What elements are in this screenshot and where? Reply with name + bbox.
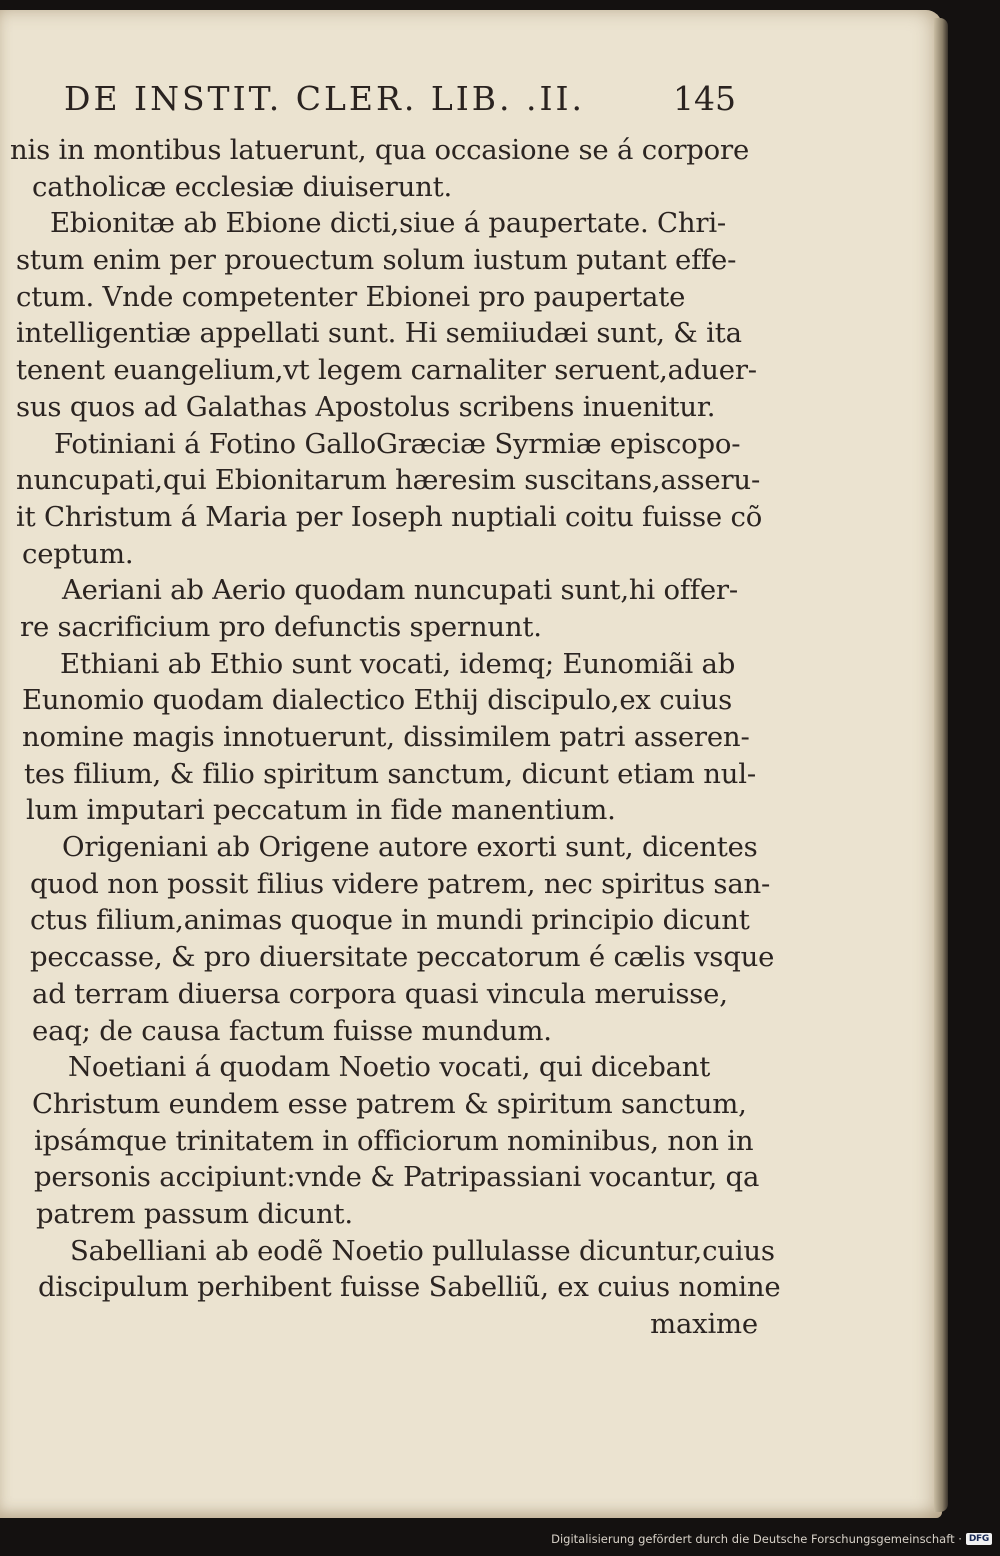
- running-title: DE INSTIT. CLER. LIB. .II.: [64, 79, 586, 118]
- text-line: peccasse, & pro diuersitate peccatorum é cælis vsque: [30, 941, 775, 974]
- text-line: Sabelliani ab eodẽ Noetio pullulasse dicuntur,cuius: [70, 1234, 775, 1267]
- text-line: ceptum.: [22, 537, 134, 570]
- footer-credit: Digitalisierung gefördert durch die Deutsche Forschungsgemeinschaft ·: [551, 1532, 962, 1546]
- text-line: tes filium, & filio spiritum sanctum, dicunt etiam nul-: [24, 757, 756, 790]
- text-line: Origeniani ab Origene autore exorti sunt, dicentes: [62, 831, 758, 864]
- text-line: ipsámque trinitatem in officiorum nominibus, non in: [34, 1124, 754, 1157]
- digitization-footer: [551, 1528, 992, 1550]
- text-line: ctus filium,animas quoque in mundi principio dicunt: [30, 904, 750, 937]
- text-line: Fotiniani á Fotino GalloGræciæ Syrmiæ episcopo-: [54, 427, 741, 460]
- text-line: Noetiani á quodam Noetio vocati, qui dicebant: [68, 1051, 711, 1084]
- text-line: Christum eundem esse patrem & spiritum sanctum,: [32, 1087, 747, 1120]
- text-line: tenent euangelium,vt legem carnaliter seruent,aduer-: [16, 354, 757, 387]
- text-line: sus quos ad Galathas Apostolus scribens inuenitur.: [16, 390, 716, 423]
- page-header: [64, 76, 744, 122]
- text-line: ad terram diuersa corpora quasi vincula meruisse,: [32, 977, 728, 1010]
- text-line: nomine magis innotuerunt, dissimilem patri asseren-: [22, 721, 750, 753]
- text-line: ctum. Vnde competenter Ebionei pro paupertate: [16, 280, 686, 313]
- page-edge: [934, 18, 948, 1512]
- text-line: catholicæ ecclesiæ diuiserunt.: [32, 170, 452, 203]
- text-line: Ebionitæ ab Ebione dicti,siue á paupertate. Chri-: [50, 207, 727, 240]
- text-line: intelligentiæ appellati sunt. Hi semiiudæi sunt, & ita: [16, 317, 742, 350]
- text-line: personis accipiunt:vnde & Patripassiani vocantur, qa: [34, 1161, 760, 1194]
- text-line: nis in montibus latuerunt, qua occasione se á corpore: [10, 134, 750, 166]
- text-line: eaq; de causa factum fuisse mundum.: [32, 1014, 552, 1047]
- text-line: quod non possit filius videre patrem, nec spiritus san-: [30, 867, 771, 900]
- book-page: [0, 10, 942, 1518]
- text-line: Eunomio quodam dialectico Ethij discipulo,ex cuius: [22, 684, 732, 717]
- text-line: discipulum perhibent fuisse Sabelliũ, ex cuius nomine: [38, 1271, 781, 1304]
- page-number: 145: [673, 79, 736, 118]
- dfg-logo-icon: DFG: [966, 1533, 992, 1545]
- text-block: [10, 132, 781, 1343]
- text-line: stum enim per prouectum solum iustum putant effe-: [16, 244, 737, 277]
- text-line: re sacrificium pro defunctis spernunt.: [20, 610, 542, 643]
- text-line: patrem passum dicunt.: [36, 1197, 353, 1230]
- text-line: Aeriani ab Aerio quodam nuncupati sunt,hi offer-: [62, 574, 738, 607]
- text-line: Ethiani ab Ethio sunt vocati, idemq; Eunomiãi ab: [60, 647, 736, 680]
- text-line: lum imputari peccatum in fide manentium.: [26, 794, 616, 827]
- catchword: maxime: [650, 1308, 758, 1340]
- text-line: nuncupati,qui Ebionitarum hæresim suscitans,asseru-: [16, 464, 761, 497]
- text-line: it Christum á Maria per Ioseph nuptiali coitu fuisse cõ: [16, 500, 763, 533]
